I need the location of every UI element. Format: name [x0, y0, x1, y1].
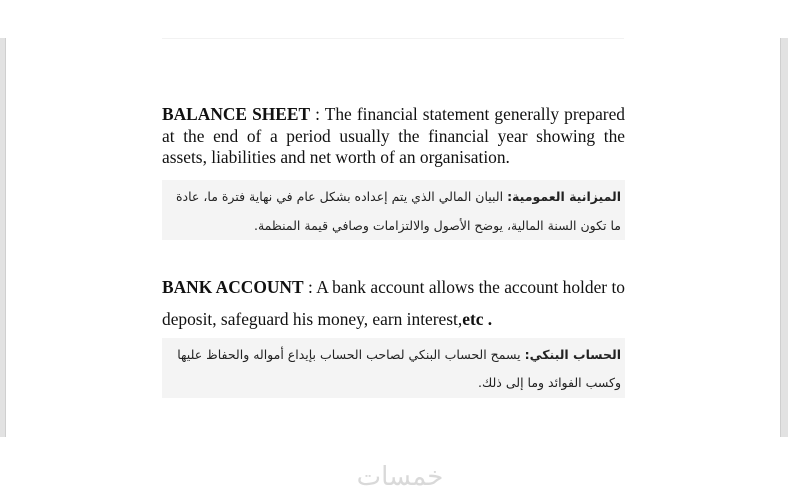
balance-sheet-entry	[162, 104, 625, 169]
page-edge-right	[780, 38, 788, 437]
bank-account-arabic-term: الحساب البنكي:	[524, 347, 621, 362]
balance-sheet-definition: : The financial statement generally prepared at the end of a period usually the financial year showing the assets, liabilities and net worth of an organisation.	[162, 104, 625, 167]
balance-sheet-arabic-entry	[162, 180, 625, 240]
watermark-logo: خمسات	[356, 462, 444, 492]
bank-account-arabic-entry	[162, 338, 625, 398]
bank-account-definition: : A bank account allows the account holder to deposit, safeguard his money, earn interest,	[162, 277, 625, 329]
bank-account-etc: etc .	[462, 309, 493, 329]
page-edge-left	[0, 38, 6, 437]
bank-account-arabic-definition: يسمح الحساب البنكي لصاحب الحساب بإيداع أمواله والحفاظ عليها وكسب الفوائد وما إلى ذلك.	[177, 347, 621, 390]
bank-account-term: BANK ACCOUNT	[162, 277, 304, 297]
page-top-rule	[162, 38, 624, 39]
balance-sheet-term: BALANCE SHEET	[162, 104, 311, 124]
bank-account-entry	[162, 271, 625, 335]
balance-sheet-arabic-definition: البيان المالي الذي يتم إعداده بشكل عام في نهاية فترة ما، عادة ما تكون السنة المالية، يوضح الأصول والالتزامات وصافي قيمة المنظمة.	[176, 189, 621, 233]
balance-sheet-arabic-term: الميزانية العمومية:	[507, 189, 621, 204]
